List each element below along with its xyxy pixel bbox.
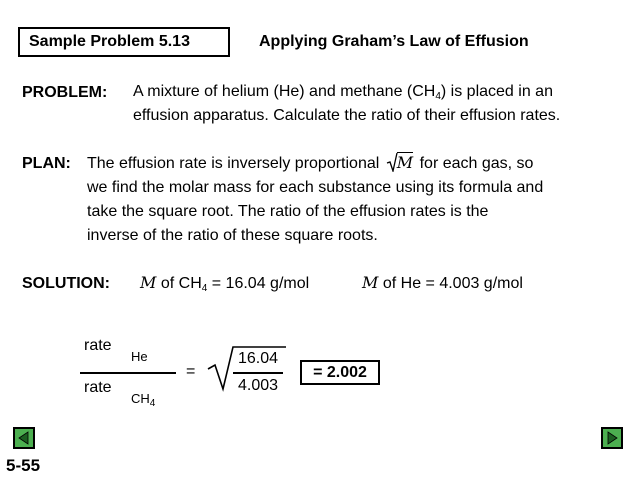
molar-mass-ch4: M of $CH_4 = 16.04$ g/mol (140, 273, 310, 294)
rate-numerator-subscript: He (131, 349, 148, 364)
answer-box: = 2.002 (300, 360, 380, 385)
left-triangle-icon (15, 429, 33, 447)
problem-label: PROBLEM: (22, 84, 108, 101)
slide-title: Applying Graham’s Law of Effusion (259, 33, 529, 50)
problem-line-2: effusion apparatus. Calculate the ratio of their effusion rates. (133, 107, 561, 124)
plan-line-3: take the square root. The ratio of the effusion rates is the (87, 203, 489, 220)
plan-label: PLAN: (22, 155, 71, 172)
plan-line-1: The effusion rate is inversely proportional M for each gas, so (87, 151, 612, 176)
previous-slide-button[interactable] (13, 427, 35, 449)
sqrt-molar-mass-icon: M (386, 151, 413, 176)
rate-denominator-subscript: $CH_4$ (131, 391, 156, 409)
rate-numerator: rate (84, 337, 112, 354)
problem-text (133, 80, 613, 128)
solution-label: SOLUTION: (22, 275, 110, 292)
plan-line-4: inverse of the ratio of these square roots. (87, 227, 378, 244)
molar-mass-he: M of He = 4.003 g/mol (362, 273, 523, 292)
problem-line-1: A mixture of helium (He) and methane $(CH_4)$ is placed in an (133, 83, 553, 102)
plan-text (87, 151, 612, 248)
sqrt-denominator: 4.003 (237, 377, 279, 394)
sqrt-numerator: 16.04 (237, 350, 279, 367)
sample-problem-label: Sample Problem 5.13 (18, 27, 230, 57)
rate-fraction-bar (80, 372, 176, 374)
page-number: 5-55 (6, 456, 41, 475)
plan-line-2: we find the molar mass for each substance using its formula and (87, 179, 544, 196)
equals-sign: = (186, 363, 196, 380)
right-triangle-icon (603, 429, 621, 447)
next-slide-button[interactable] (601, 427, 623, 449)
rate-denominator: rate (84, 379, 112, 396)
